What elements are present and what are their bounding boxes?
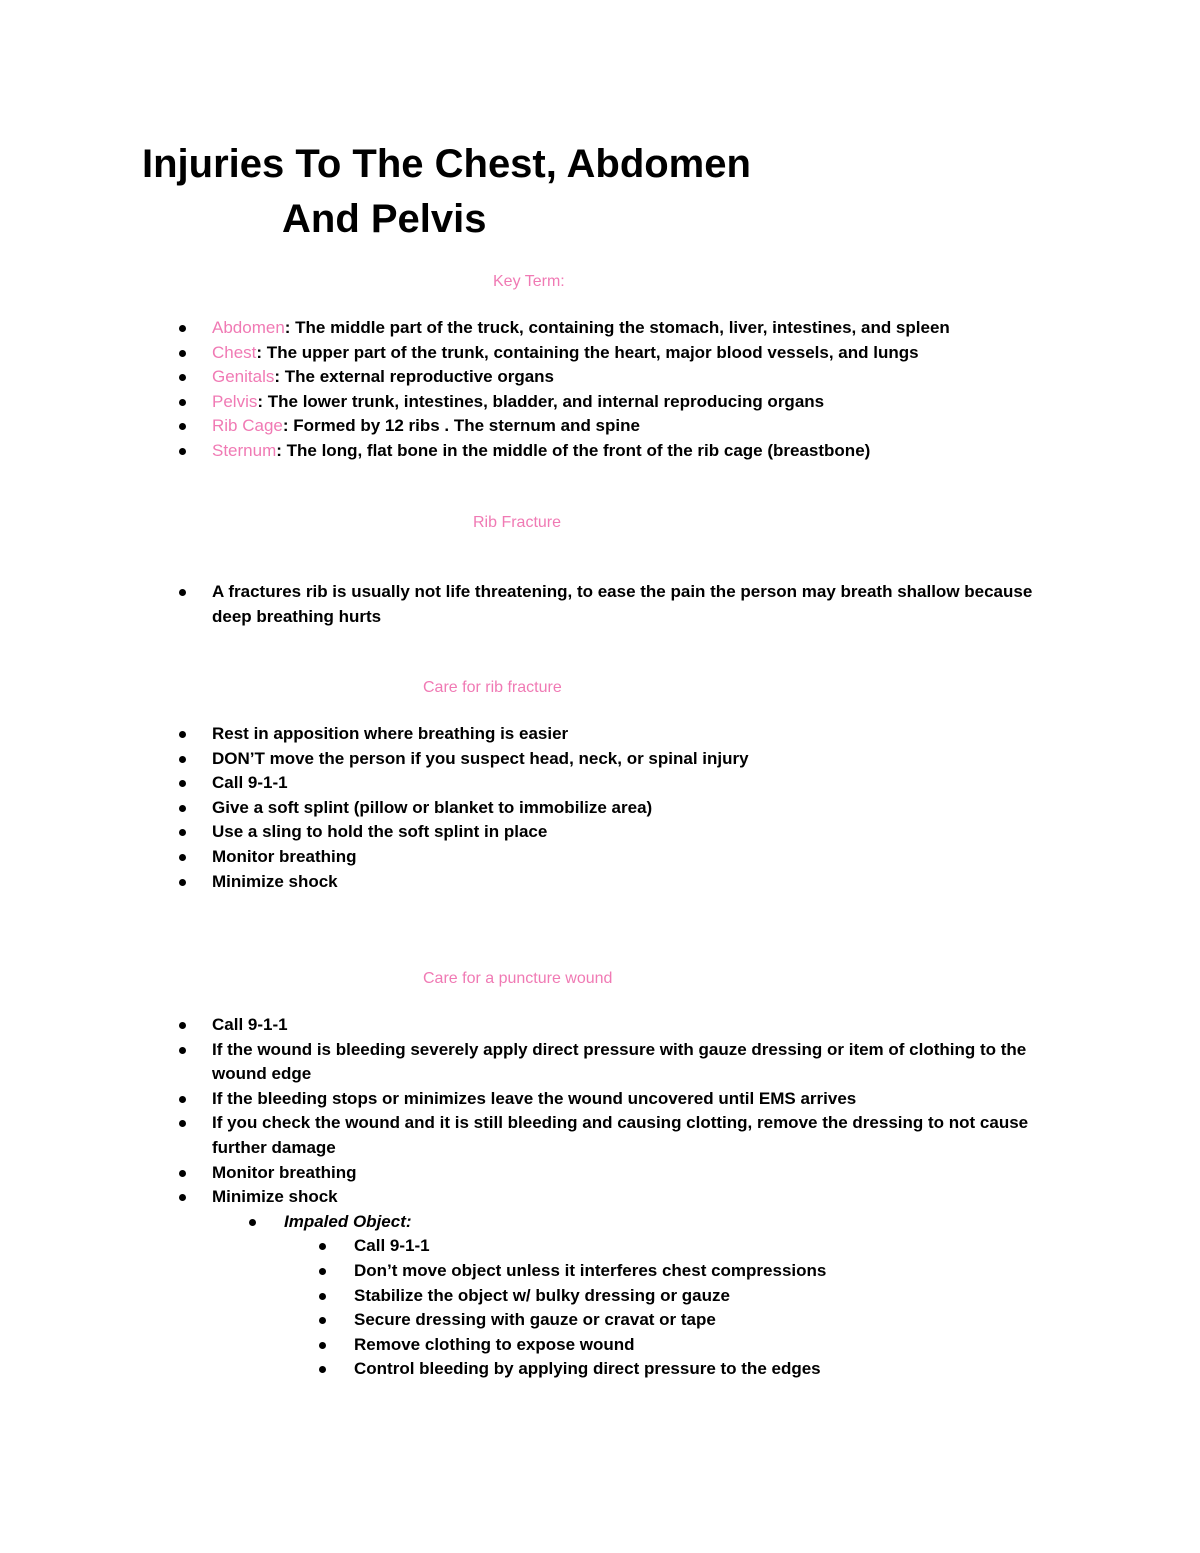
list-item: Call 9-1-1 [282, 1234, 1062, 1259]
term-label: Genitals [212, 367, 275, 387]
care-rib-list [142, 722, 1052, 894]
term-definition: : The lower trunk, intestines, bladder, and internal reproducing organs [257, 391, 825, 411]
list-item: Control bleeding by applying direct pressure to the edges [282, 1357, 1062, 1382]
term-definition: : Formed by 12 ribs . The sternum and spine [282, 416, 640, 436]
list-item: Give a soft splint (pillow or blanket to immobilize area) [142, 796, 1052, 821]
list-item [142, 414, 1082, 439]
list-item: DON’T move the person if you suspect head, neck, or spinal injury [142, 747, 1052, 772]
list-item: Call 9-1-1 [142, 1013, 1062, 1038]
list-item [142, 439, 1082, 464]
key-term-list [142, 316, 1082, 464]
term-definition: : The middle part of the truck, containing the stomach, liver, intestines, and spleen [284, 318, 950, 337]
list-item: Secure dressing with gauze or cravat or tape [282, 1308, 1062, 1333]
term-label: Chest [212, 342, 257, 362]
term-definition: : The external reproductive organs [274, 367, 555, 387]
care-rib-heading: Care for rib fracture [423, 679, 562, 696]
page-title-line-1: Injuries To The Chest, Abdomen [142, 142, 751, 186]
rib-fracture-list [142, 580, 1052, 629]
list-item: If the wound is bleeding severely apply direct pressure with gauze dressing or item of clothing to the wound edge [142, 1038, 1062, 1087]
key-term-heading: Key Term: [493, 273, 565, 290]
list-item: Call 9-1-1 [142, 771, 1052, 796]
care-puncture-heading: Care for a puncture wound [423, 970, 613, 987]
list-item: Don’t move object unless it interferes chest compressions [282, 1259, 1062, 1284]
term-definition: : The upper part of the trunk, containing the heart, major blood vessels, and lungs [256, 342, 919, 362]
list-item [142, 316, 1082, 341]
term-label: Abdomen [212, 318, 285, 337]
impaled-object-label: Impaled Object: [284, 1211, 412, 1231]
list-item: Use a sling to hold the soft splint in place [142, 820, 1052, 845]
list-item: If the bleeding stops or minimizes leave the wound uncovered until EMS arrives [142, 1087, 1062, 1112]
list-item [212, 1210, 1062, 1382]
list-item: A fractures rib is usually not life threatening, to ease the pain the person may breath shallow because deep breathing hurts [142, 580, 1052, 629]
list-item: Remove clothing to expose wound [282, 1333, 1062, 1358]
list-item: Rest in apposition where breathing is easier [142, 722, 1052, 747]
list-item: Monitor breathing [142, 1161, 1062, 1186]
list-item: Minimize shock [142, 870, 1052, 895]
list-item [142, 365, 1082, 390]
term-definition: : The long, flat bone in the middle of the front of the rib cage (breastbone) [276, 440, 871, 460]
list-item: Stabilize the object w/ bulky dressing or gauze [282, 1284, 1062, 1309]
list-item: If you check the wound and it is still bleeding and causing clotting, remove the dressing to not cause further damage [142, 1111, 1062, 1160]
rib-fracture-heading: Rib Fracture [473, 514, 562, 531]
term-label: Sternum [212, 440, 277, 460]
term-label: Pelvis [212, 391, 258, 411]
list-item: Minimize shock [142, 1185, 1062, 1210]
list-item: Monitor breathing [142, 845, 1052, 870]
care-puncture-list [142, 1013, 1062, 1382]
list-item [142, 341, 1082, 366]
term-label: Rib Cage [212, 416, 283, 436]
list-item [142, 390, 1082, 415]
impaled-object-group [142, 1210, 1062, 1382]
page-title-line-2: And Pelvis [282, 197, 487, 241]
